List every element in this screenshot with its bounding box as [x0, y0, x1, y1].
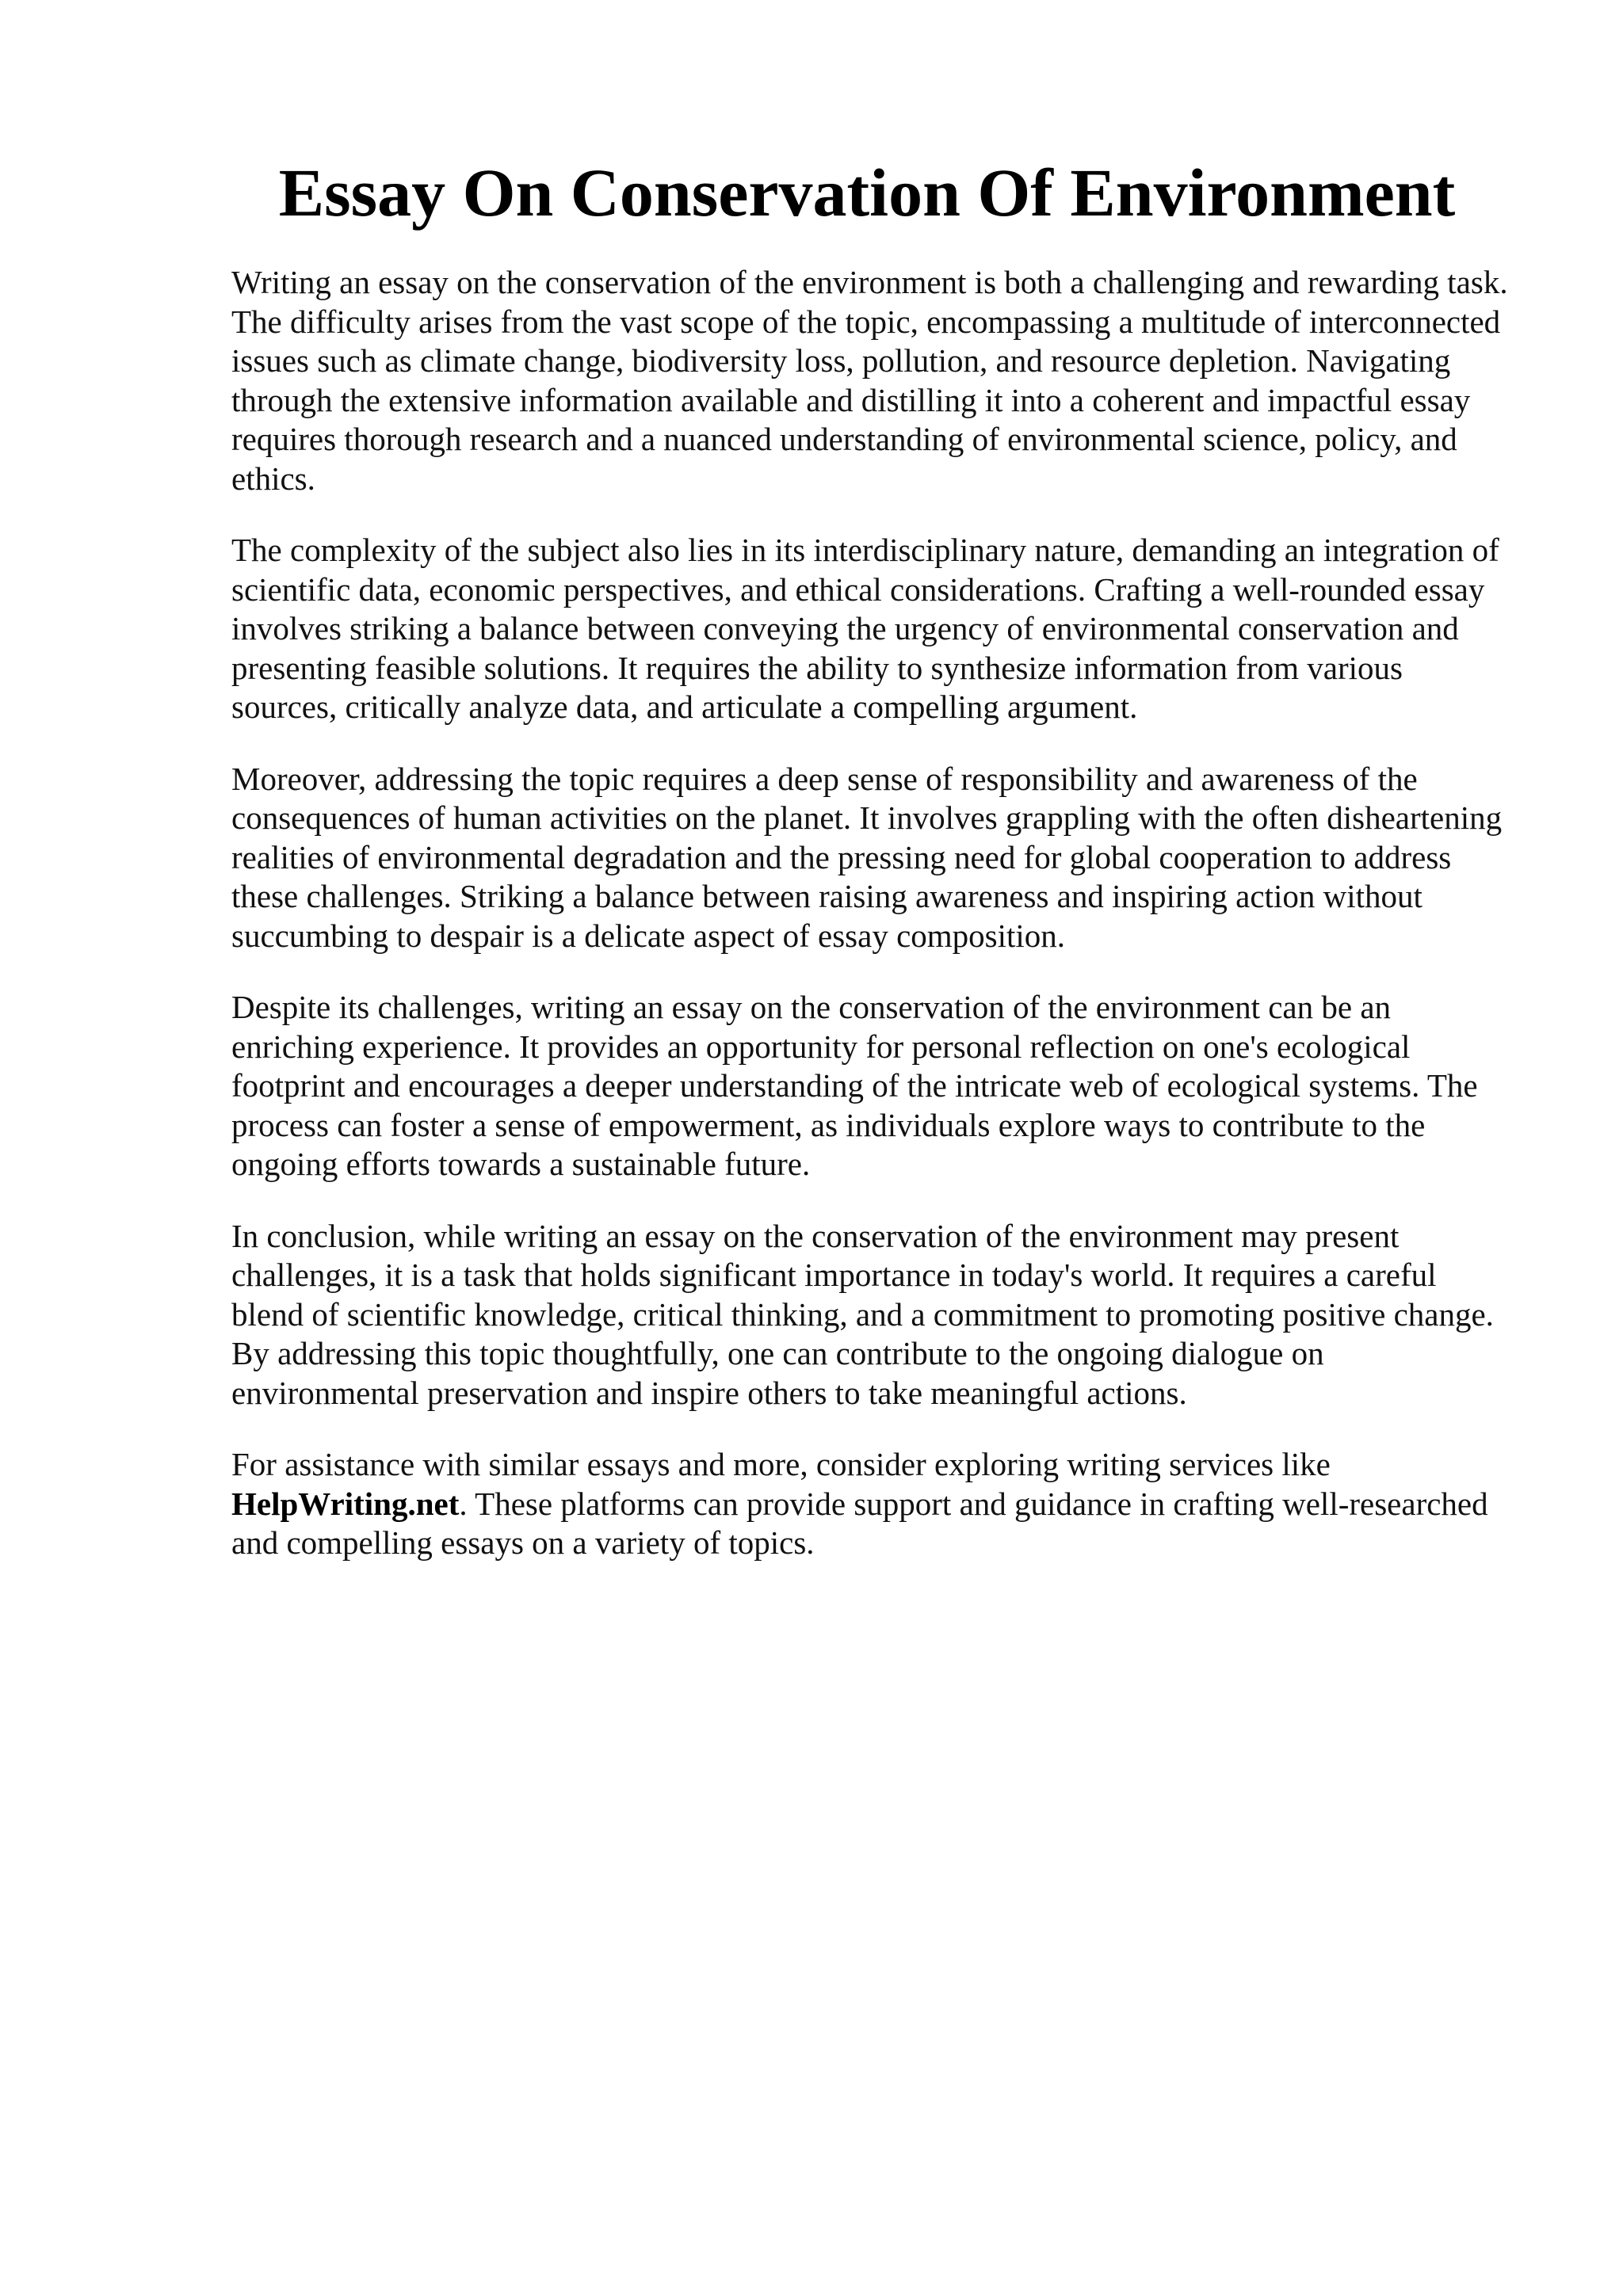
paragraph-4: Despite its challenges, writing an essay on the conservation of the environment can be an enriching experience. It provides an opportunity for personal reflection on one's ecological footprint and encourages a deeper understanding of the intricate web of ecological systems. The process can foster a sense of empowerment, as individuals explore ways to contribute to the ongoing efforts towards a sustainable future. — [231, 989, 1478, 1182]
closing-text-before: For assistance with similar essays and more, consider exploring writing services like — [231, 1446, 1331, 1482]
closing-paragraph — [231, 1445, 1515, 1563]
paragraph-2: The complexity of the subject also lies in its interdisciplinary nature, demanding an integration of scientific data, economic perspectives, and ethical considerations. Crafting a well-rounded essay involves striking a balance between conveying the urgency of environmental conservation and presenting feasible solutions. It requires the ability to synthesize information from various sources, critically analyze data, and articulate a compelling argument. — [231, 532, 1499, 725]
paragraph-3: Moreover, addressing the topic requires a deep sense of responsibility and awareness of the consequences of human activities on the planet. It involves grappling with the often disheartening realities of environmental degradation and the pressing need for global cooperation to address these challenges. Striking a balance between raising awareness and inspiring action without succumbing to despair is a delicate aspect of essay composition. — [231, 760, 1503, 954]
page-title: Essay On Conservation Of Environment — [278, 154, 1456, 231]
brand-name: HelpWriting.net — [231, 1485, 460, 1522]
closing-text-after: . These platforms can provide support and guidance in crafting well-researched and compelling essays on a variety of topics. — [231, 1485, 1488, 1561]
paragraph-1: Writing an essay on the conservation of the environment is both a challenging and rewarding task. The difficulty arises from the vast scope of the topic, encompassing a multitude of interconnected issues such as climate change, biodiversity loss, pollution, and resource depletion. Navigating through the extensive information available and distilling it into a coherent and impactful essay requires thorough research and a nuanced understanding of environmental science, policy, and ethics. — [231, 264, 1508, 497]
essay-body — [231, 263, 1515, 1596]
paragraph-5: In conclusion, while writing an essay on the conservation of the environment may present challenges, it is a task that holds significant importance in today's world. It requires a careful blend of scientific knowledge, critical thinking, and a commitment to promoting positive change. By addressing this topic thoughtfully, one can contribute to the ongoing dialogue on environmental preservation and inspire others to take meaningful actions. — [231, 1217, 1494, 1411]
